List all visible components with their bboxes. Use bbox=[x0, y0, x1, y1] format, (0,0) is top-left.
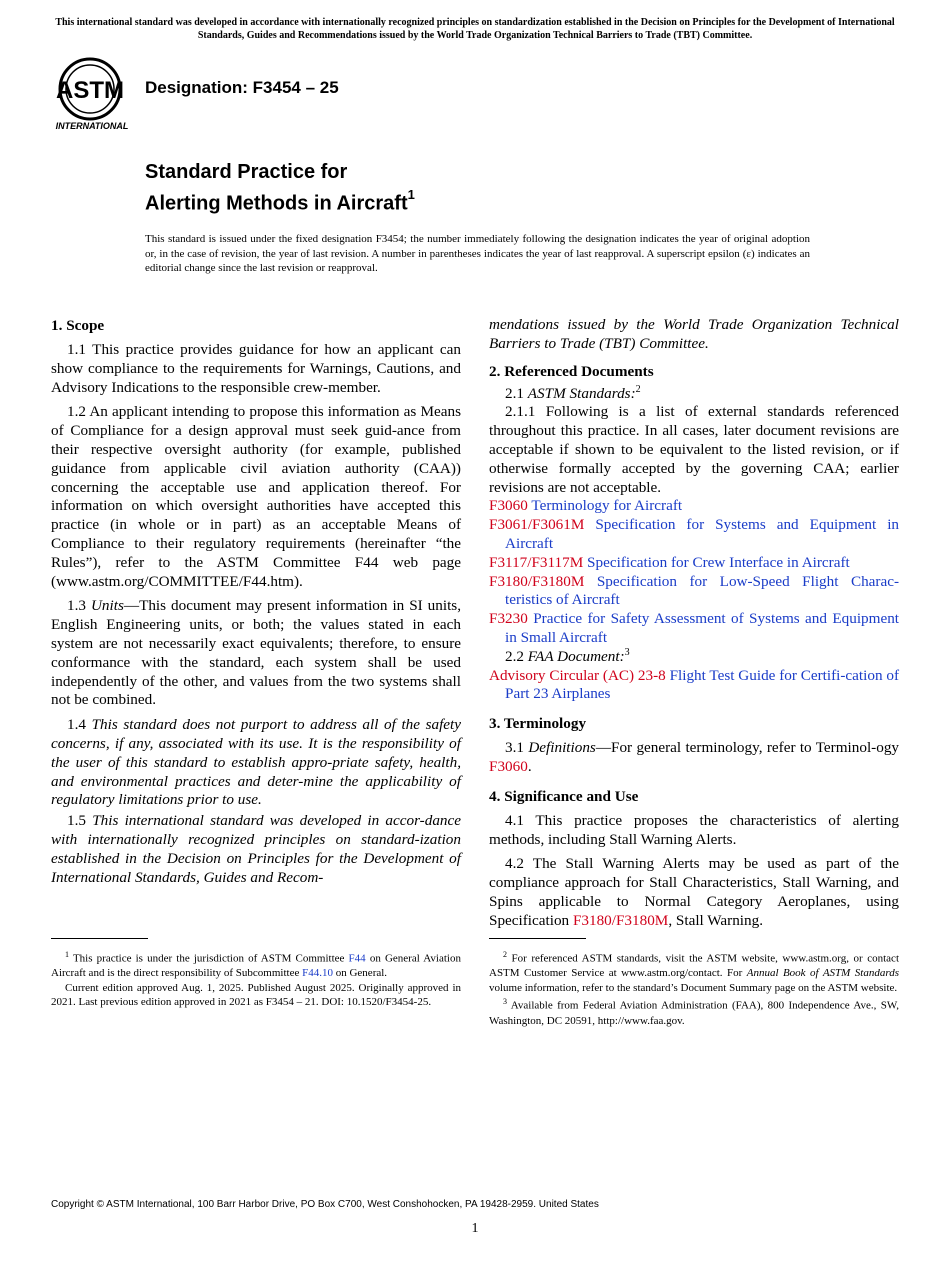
paragraph-3-1-num: 3.1 bbox=[505, 739, 524, 757]
reference-f3180 bbox=[489, 573, 899, 611]
definitions-label: Definitions bbox=[528, 739, 596, 757]
astm-logo bbox=[52, 56, 136, 132]
footnote-divider bbox=[51, 938, 148, 939]
paragraph-3-1-text: —For general terminology, refer to Terminol-ogy bbox=[595, 739, 900, 757]
reference-ac-23-8 bbox=[489, 667, 899, 705]
reference-f3117 bbox=[489, 554, 899, 573]
footnote-3 bbox=[489, 995, 899, 1028]
title-line-2-text: Alerting Methods in Aircraft bbox=[145, 192, 408, 215]
paragraph-1-5-continued: mendations issued by the World Trade Organization Technical Barriers to Trade (TBT) Committee. bbox=[489, 316, 899, 352]
paragraph-1-4-num: 1.4 bbox=[67, 716, 86, 734]
footnote-divider bbox=[489, 938, 586, 939]
paragraph-1-5-num: 1.5 bbox=[67, 812, 86, 830]
footnotes-left bbox=[51, 938, 461, 1010]
title-footnote-mark: 1 bbox=[407, 187, 415, 202]
subcommittee-f44-10-link[interactable]: F44.10 bbox=[302, 967, 333, 980]
paragraph-1-2: 1.2 An applicant intending to propose this information as Means of Compliance for a design approval must seek guid-ance from their respective oversight authority (for example, published guidance from applicable civil aviation authority (CAA)) concerning the acceptable use and application thereof. For information on which oversight authorities have accepted this practice (in whole or in part) as an acceptable Means of Compliance to their regulatory requirements (hereinafter “the Rules”), refer to the ASTM Committee F44 web page (www.astm.org/COMMITTEE/F44.htm). bbox=[51, 403, 461, 590]
footnote-2-text-a: For referenced ASTM standards, visit the ASTM website, www.astm.org, or contact ASTM Customer Service at www.astm.org/contact. For bbox=[489, 952, 899, 980]
section-heading-significance: 4. Significance and Use bbox=[489, 787, 639, 805]
paragraph-3-1 bbox=[489, 739, 899, 777]
astm-standards-label: ASTM Standards: bbox=[527, 384, 636, 402]
annual-book-title: Annual Book of ASTM Standards bbox=[746, 967, 899, 980]
footnote-1-text-b: on General Aviation Aircraft and is the direct responsibility of Subcommittee bbox=[51, 952, 461, 980]
paragraph-1-1: 1.1 This practice provides guidance for how an applicant can show compliance to the requirements for Warnings, Cautions, and Advisory Indications to the responsible crew-member. bbox=[51, 341, 461, 396]
ref-title-link[interactable]: Specification for Systems and Equipment in Aircraft bbox=[505, 516, 900, 552]
top-notice: This international standard was developed in accordance with internationally recognized principles on standardization established in the Decision on Principles for the Development of International Standards, Guides and Recommendations issued by the World Trade Organization Technical Barriers to Trade (TBT) Committee. bbox=[55, 17, 895, 41]
footnote-2 bbox=[489, 948, 899, 995]
paragraph-2-1-1: 2.1.1 Following is a list of external standards referenced throughout this practice. In all cases, later document revisions are acceptable if shown to be equivalent to the listed revision, or if otherwise formally accepted by the governing CAA; earlier revisions are not acceptable. bbox=[489, 403, 899, 496]
footnote-3-text: Available from Federal Aviation Administration (FAA), 800 Independence Ave., SW, Washington, DC 20591, http://www.faa.gov. bbox=[489, 1000, 899, 1027]
paragraph-2-2-num: 2.2 bbox=[505, 647, 524, 665]
specification-f3180-link[interactable]: F3180/F3180M bbox=[572, 911, 669, 929]
footnote-1-mark: 1 bbox=[65, 950, 69, 959]
paragraph-4-1: 4.1 This practice proposes the characteristics of alerting methods, including Stall Warning Alerts. bbox=[489, 811, 899, 848]
paragraph-1-3 bbox=[51, 597, 461, 710]
footnote-2-mark: 2 bbox=[503, 950, 507, 959]
ref-code-link[interactable]: F3180/F3180M bbox=[489, 572, 585, 590]
paragraph-1-4 bbox=[51, 716, 461, 810]
paragraph-1-3-num: 1.3 bbox=[67, 597, 86, 615]
footnote-ref-3: 3 bbox=[624, 646, 630, 658]
section-heading-terminology: 3. Terminology bbox=[489, 715, 587, 733]
ref-code-link[interactable]: F3061/F3061M bbox=[489, 516, 585, 534]
faa-document-label: FAA Document: bbox=[527, 647, 625, 665]
ref-code-link[interactable]: F3060 bbox=[489, 497, 528, 515]
paragraph-4-2-end: , Stall Warning. bbox=[668, 911, 763, 929]
ref-title-link[interactable]: Specification for Crew Interface in Aircraft bbox=[587, 553, 850, 571]
paragraph-2-1-num: 2.1 bbox=[505, 384, 524, 402]
reference-f3230 bbox=[489, 610, 899, 648]
page-number: 1 bbox=[471, 1221, 479, 1236]
issue-note: This standard is issued under the fixed designation F3454; the number immediately following the designation indicates the year of original adoption or, in the case of revision, the year of last revision. A number in parentheses indicates the year of last reapproval. A superscript epsilon (ε) indicates an editorial change since the last revision or reapproval. bbox=[145, 233, 810, 275]
document-title bbox=[145, 160, 415, 217]
terminology-f3060-link[interactable]: F3060 bbox=[489, 757, 528, 775]
footnote-3-mark: 3 bbox=[503, 997, 507, 1007]
section-heading-referenced-documents: 2. Referenced Documents bbox=[489, 362, 654, 380]
paragraph-4-2 bbox=[489, 855, 899, 930]
footnote-1-edition: Current edition approved Aug. 1, 2025. Published August 2025. Originally approved in 2021. Last previous edition approved in 2021 as F3454 – 21. DOI: 10.1520/F3454-25. bbox=[51, 981, 461, 1009]
copyright: Copyright © ASTM International, 100 Barr Harbor Drive, PO Box C700, West Conshohocken, PA 19428-2959. United States bbox=[51, 1199, 599, 1210]
paragraph-2-1 bbox=[489, 385, 899, 404]
logo-subtext: INTERNATIONAL bbox=[55, 121, 129, 131]
ref-title-link[interactable]: Practice for Safety Assessment of Systems and Equipment in Small Aircraft bbox=[505, 610, 900, 646]
ref-code-link[interactable]: F3230 bbox=[489, 610, 528, 628]
logo-text: ASTM bbox=[56, 77, 124, 104]
ref-title-link[interactable]: Specification for Low-Speed Flight Charac-teristics of Aircraft bbox=[505, 572, 899, 609]
footnote-1-text-c: on General. bbox=[332, 967, 388, 980]
ref-code-link[interactable]: Advisory Circular (AC) 23-8 bbox=[489, 666, 666, 684]
ref-title-link[interactable]: Flight Test Guide for Certifi-cation of Part 23 Airplanes bbox=[505, 666, 899, 703]
right-column bbox=[489, 316, 899, 931]
title-line-2 bbox=[145, 185, 415, 217]
designation: Designation: F3454 – 25 bbox=[145, 78, 339, 97]
paragraph-1-4-text: This standard does not purport to address all of the safety concerns, if any, associated with its use. It is the responsibility of the user of this standard to establish appro-priate safety, health, and environmental practices and deter-mine the applicability of regulatory limitations prior to use. bbox=[51, 716, 462, 809]
footnote-ref-2: 2 bbox=[635, 383, 641, 395]
left-column bbox=[51, 316, 461, 887]
ref-code-link[interactable]: F3117/F3117M bbox=[489, 553, 584, 571]
footnotes-right bbox=[489, 938, 899, 1028]
section-heading-scope: 1. Scope bbox=[51, 317, 105, 334]
paragraph-1-5 bbox=[51, 812, 461, 887]
units-label: Units bbox=[90, 597, 124, 615]
paragraph-1-5-text: This international standard was developed in accor-dance with internationally recognized principles on standard-ization established in the Decision on Principles for the Development of International Standards, Guides and Recom- bbox=[51, 812, 462, 886]
reference-f3060 bbox=[489, 497, 899, 516]
ref-title-link[interactable]: Terminology for Aircraft bbox=[531, 497, 683, 515]
committee-f44-link[interactable]: F44 bbox=[348, 952, 366, 965]
footnote-2-text-b: volume information, refer to the standard’s Document Summary page on the ASTM website. bbox=[489, 981, 898, 994]
paragraph-1-3-text: —This document may present information in SI units, English Engineering units, or both; the values stated in each system are not necessarily exact equivalents; therefore, to ensure conformance with the standard, each system shall be used independently of the other, and values from the two systems shall not be combined. bbox=[51, 597, 462, 709]
reference-f3061 bbox=[489, 516, 899, 554]
paragraph-2-2 bbox=[489, 648, 899, 667]
title-line-1: Standard Practice for bbox=[145, 161, 348, 183]
paragraph-4-2-text: 4.2 The Stall Warning Alerts may be used as part of the compliance approach for Stall Characteristics, Stall Warning, and Spins applicable to Normal Category Aeroplanes, using Specification bbox=[489, 855, 899, 929]
footnote-1 bbox=[51, 948, 461, 981]
footnote-1-text-a: This practice is under the jurisdiction of ASTM Committee bbox=[72, 952, 349, 965]
paragraph-3-1-end: . bbox=[527, 757, 532, 775]
